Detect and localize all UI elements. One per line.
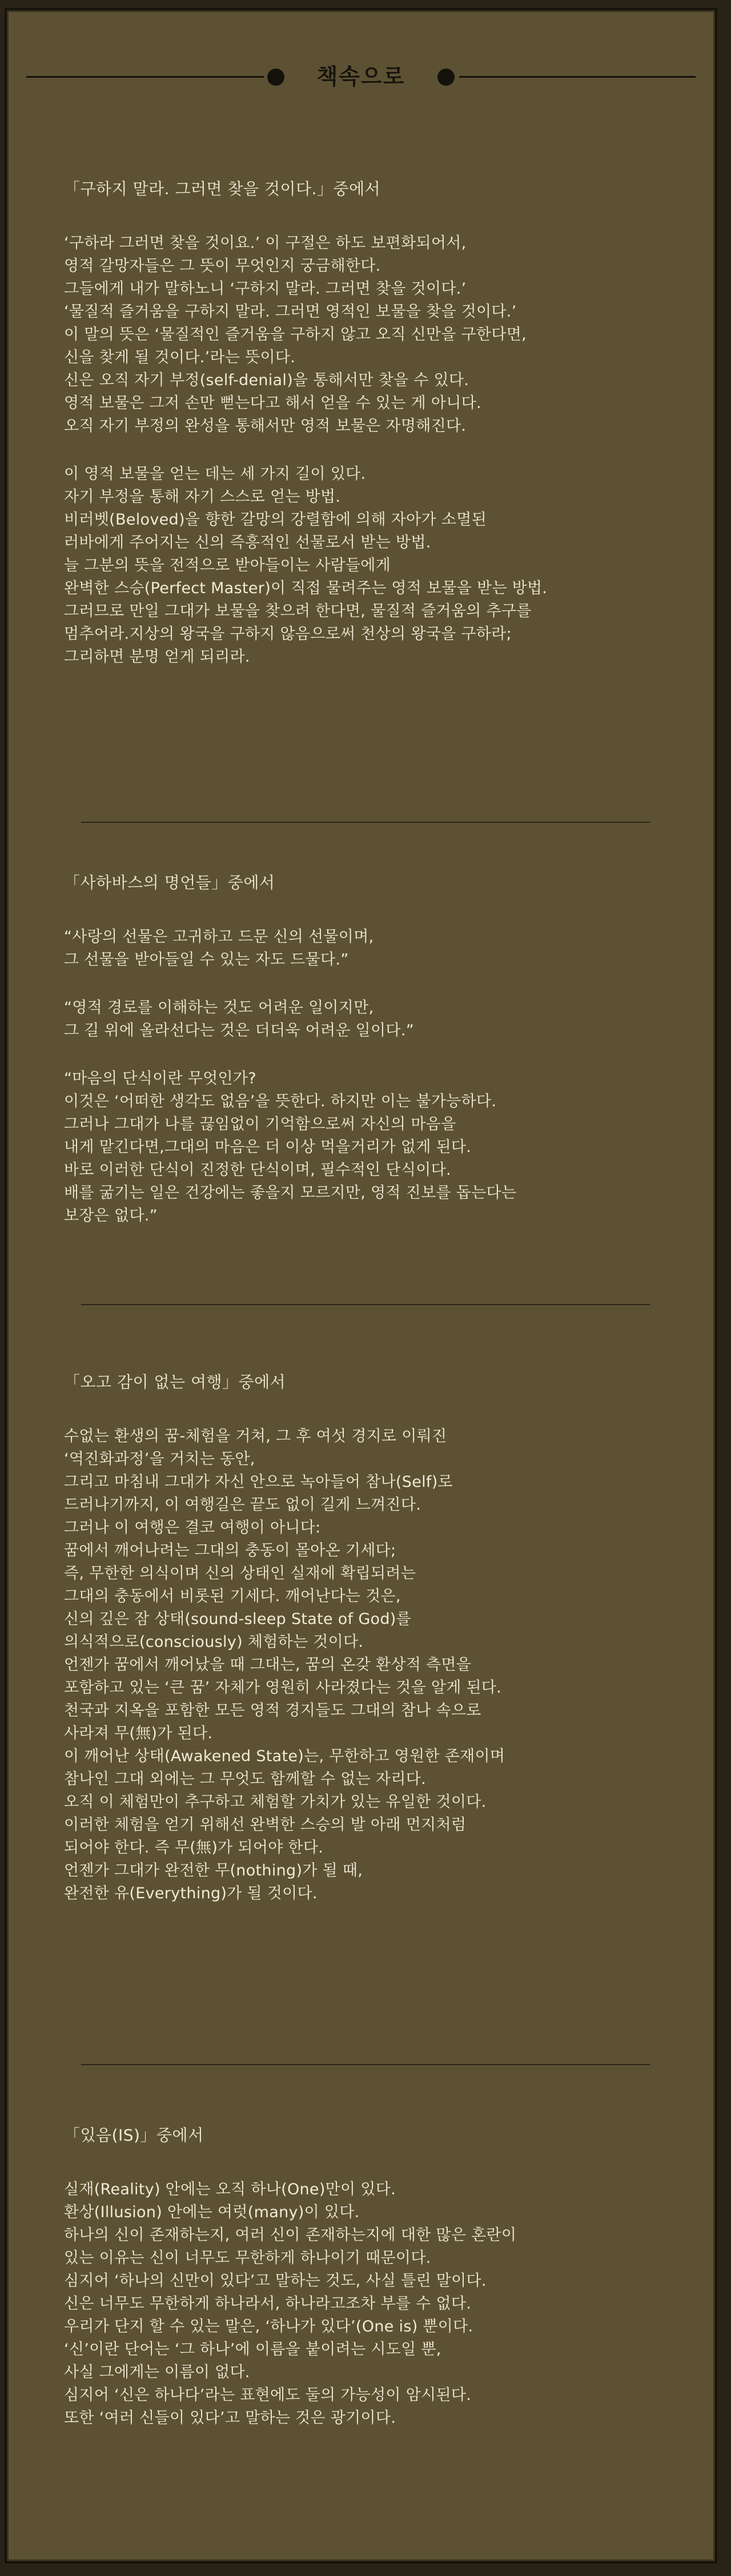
text-line: 그 길 위에 올라선다는 것은 더더욱 어려운 일이다.”	[64, 1022, 414, 1039]
text-line: 그들에게 내가 말하노니 ‘구하지 말라. 그러면 찾을 것이다.’	[64, 280, 467, 298]
text-line: 드러나기까지, 이 여행길은 끝도 없이 길게 느껴진다.	[64, 1496, 421, 1514]
text-line: 심지어 ‘하나의 신만이 있다’고 말하는 것도, 사실 틀린 말이다.	[64, 2272, 487, 2290]
text-line: 늘 그분의 뜻을 전적으로 받아들이는 사람들에게	[64, 557, 391, 574]
text-line: 그리고 마침내 그대가 자신 안으로 녹아들어 참나(Self)로	[64, 1473, 453, 1491]
header-dot-right	[437, 69, 455, 86]
excerpt-paragraph	[64, 1425, 681, 1905]
text-line: 이 깨어난 상태(Awakened State)는, 무한하고 영원한 존재이며	[64, 1747, 505, 1765]
text-line: 실재(Reality) 안에는 오직 하나(One)만이 있다.	[64, 2181, 396, 2198]
text-line: 하나의 신이 존재하는지, 여러 신이 존재하는지에 대한 많은 혼란이	[64, 2226, 517, 2244]
text-line: 오직 자기 부정의 완성을 통해서만 영적 보물은 자명해진다.	[64, 417, 467, 435]
text-line: 그 선물을 받아들일 수 있는 자도 드물다.”	[64, 951, 349, 969]
text-line: 꿈에서 깨어나려는 그대의 충동이 몰아온 기세다;	[64, 1542, 396, 1559]
excerpt-section-2	[64, 872, 681, 1253]
section-divider	[81, 1304, 650, 1305]
text-line: 영적 갈망자들은 그 뜻이 무엇인지 궁금해한다.	[64, 257, 381, 275]
text-line: 완벽한 스승(Perfect Master)이 직접 물려주는 영적 보물을 받는 방법.	[64, 579, 548, 597]
text-line: 천국과 지옥을 포함한 모든 영적 경지들도 그대의 참나 속으로	[64, 1702, 481, 1719]
text-line: 사실 그에게는 이름이 없다.	[64, 2363, 250, 2381]
text-line: 바로 이러한 단식이 진정한 단식이며, 필수적인 단식이다.	[64, 1161, 451, 1179]
text-line: 그러나 그대가 나를 끊임없이 기억함으로써 자신의 마음을	[64, 1115, 456, 1133]
excerpt-paragraph	[64, 2178, 681, 2430]
text-line: 즉, 무한한 의식이며 신의 상태인 실재에 확립되려는	[64, 1565, 416, 1582]
text-line: 멈추어라.지상의 왕국을 구하지 않음으로써 천상의 왕국을 구하라;	[64, 625, 512, 643]
content-frame	[5, 8, 717, 2563]
text-line: 그리하면 분명 얻게 되리라.	[64, 648, 250, 666]
text-line: 러바에게 주어지는 신의 즉흥적인 선물로서 받는 방법.	[64, 534, 431, 551]
text-line: 언젠가 꿈에서 깨어났을 때 그대는, 꿈의 온갖 환상적 측면을	[64, 1656, 472, 1674]
excerpt-quote	[64, 1067, 681, 1227]
text-line: 배를 굶기는 일은 건강에는 좋을지 모르지만, 영적 진보를 돕는다는	[64, 1184, 517, 1202]
text-line: 보장은 없다.”	[64, 1207, 158, 1225]
excerpt-paragraph	[64, 232, 681, 438]
text-line: ‘구하라 그러면 찾을 것이요.’ 이 구절은 하도 보편화되어서,	[64, 234, 467, 252]
text-line: ‘신’이란 단어는 ‘그 하나’에 이름을 붙이려는 시도일 뿐,	[64, 2341, 441, 2358]
text-line: 신은 오직 자기 부정(self-denial)을 통해서만 찾을 수 있다.	[64, 371, 469, 389]
text-line: 의식적으로(consciously) 체험하는 것이다.	[64, 1633, 364, 1651]
text-line: 수없는 환생의 꿈-체험을 거쳐, 그 후 여섯 경지로 이뤄진	[64, 1427, 447, 1445]
text-line: 오직 이 체험만이 추구하고 체험할 가치가 있는 유일한 것이다.	[64, 1793, 487, 1811]
text-line: 그러나 이 여행은 결코 여행이 아니다:	[64, 1519, 321, 1537]
text-line: 신의 깊은 잠 상태(sound-sleep State of God)를	[64, 1610, 412, 1628]
excerpt-title: 「사하바스의 명언들」중에서	[64, 873, 275, 892]
excerpt-section-3	[64, 1371, 681, 1930]
text-line: 신을 찾게 될 것이다.’라는 뜻이다.	[64, 349, 296, 366]
text-line: 그러므로 만일 그대가 보물을 찾으려 한다면, 물질적 즐거움의 추구를	[64, 602, 532, 620]
text-line: 사라져 무(無)가 된다.	[64, 1725, 213, 1742]
section-header	[7, 59, 715, 94]
text-line: 환상(Illusion) 안에는 여럿(many)이 있다.	[64, 2203, 360, 2221]
text-line: 포함하고 있는 ‘큰 꿈’ 자체가 영원히 사라졌다는 것을 알게 된다.	[64, 1679, 502, 1697]
text-line: 영적 보물은 그저 손만 뻗는다고 해서 얻을 수 있는 게 아니다.	[64, 394, 481, 412]
text-line: 신은 너무도 무한하게 하나라서, 하나라고조차 부를 수 없다.	[64, 2295, 472, 2313]
section-divider	[81, 2064, 650, 2065]
text-line: 비러벳(Beloved)을 향한 갈망의 강렬함에 의해 자아가 소멸된	[64, 511, 487, 529]
text-line: 되어야 한다. 즉 무(無)가 되어야 한다.	[64, 1839, 324, 1857]
excerpt-quote	[64, 997, 681, 1042]
page-title: 책속으로	[316, 64, 405, 89]
text-line: 우리가 단지 할 수 있는 말은, ‘하나가 있다’(One is) 뿐이다.	[64, 2318, 473, 2335]
excerpt-section-1	[64, 178, 681, 694]
text-line: 이 영적 보물을 얻는 데는 세 가지 길이 있다.	[64, 465, 366, 483]
excerpt-title: 「구하지 말라. 그러면 찾을 것이다.」중에서	[64, 179, 381, 198]
text-line: 심지어 ‘신은 하나다’라는 표현에도 둘의 가능성이 암시된다.	[64, 2386, 472, 2404]
text-line: 자기 부정을 통해 자기 스스로 얻는 방법.	[64, 488, 341, 506]
excerpt-quote	[64, 926, 681, 971]
text-line: 완전한 유(Everything)가 될 것이다.	[64, 1885, 318, 1902]
text-line: ‘역진화과정’을 거치는 동안,	[64, 1450, 255, 1468]
header-line-right	[459, 76, 696, 78]
text-line: “마음의 단식이란 무엇인가?	[64, 1070, 256, 1087]
excerpt-title: 「오고 감이 없는 여행」중에서	[64, 1373, 286, 1391]
text-line: 이러한 체험을 얻기 위해선 완벽한 스승의 발 아래 먼지처럼	[64, 1816, 467, 1834]
excerpt-title: 「있음(IS)」중에서	[64, 2126, 204, 2145]
excerpt-section-4	[64, 2125, 681, 2455]
text-line: 이것은 ‘어떠한 생각도 없음’을 뜻한다. 하지만 이는 불가능하다.	[64, 1093, 497, 1110]
header-line-left	[26, 76, 264, 78]
text-line: 이 말의 뜻은 ‘물질적인 즐거움을 구하지 않고 오직 신만을 구한다면,	[64, 326, 527, 343]
text-line: 언젠가 그대가 완전한 무(nothing)가 될 때,	[64, 1862, 363, 1879]
excerpt-paragraph	[64, 463, 681, 669]
text-line: 또한 ‘여러 신들이 있다’고 말하는 것은 광기이다.	[64, 2409, 396, 2427]
section-divider	[81, 822, 650, 823]
text-line: 있는 이유는 신이 너무도 무한하게 하나이기 때문이다.	[64, 2249, 431, 2267]
text-line: 그대의 충동에서 비롯된 기세다. 깨어난다는 것은,	[64, 1587, 401, 1605]
text-line: “영적 경로를 이해하는 것도 어려운 일이지만,	[64, 999, 374, 1017]
header-dot-left	[267, 69, 284, 86]
text-line: “사랑의 선물은 고귀하고 드문 신의 선물이며,	[64, 928, 374, 946]
text-line: 내게 맡긴다면,그대의 마음은 더 이상 먹을거리가 없게 된다.	[64, 1138, 472, 1156]
text-line: ‘물질적 즐거움을 구하지 말라. 그러면 영적인 보물을 찾을 것이다.’	[64, 303, 517, 321]
text-line: 참나인 그대 외에는 그 무엇도 함께할 수 없는 자리다.	[64, 1770, 426, 1788]
